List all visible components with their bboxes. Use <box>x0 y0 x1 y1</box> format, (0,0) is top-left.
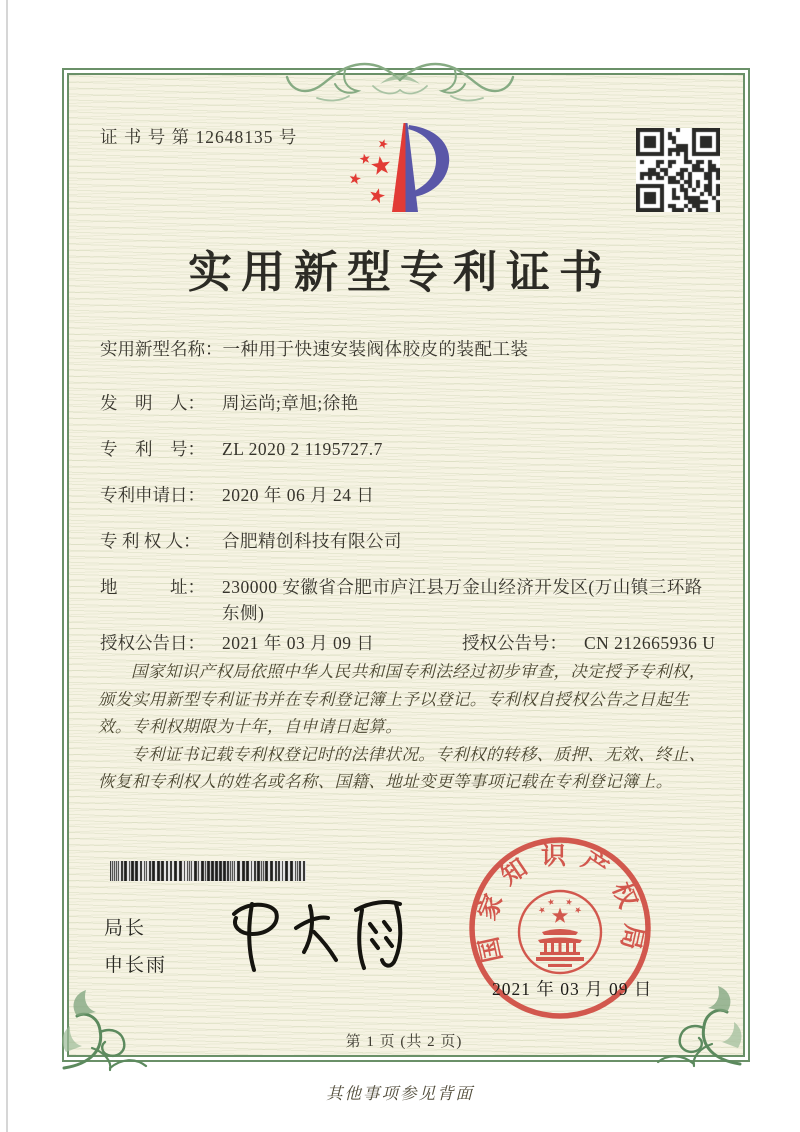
back-side-note: 其他事项参见背面 <box>326 1084 474 1103</box>
field-row-filing-date <box>100 482 710 508</box>
field-label: 专 利 号： <box>100 439 205 459</box>
legal-text-block <box>98 658 708 796</box>
cnipa-logo-icon <box>332 108 480 226</box>
field-value: 一种用于快速安装阀体胶皮的装配工装 <box>222 339 529 359</box>
shen-changyu-signature-icon <box>218 876 413 988</box>
bottom-left-flourish-ornament-icon <box>56 986 180 1072</box>
field-value: 2020 年 06 月 24 日 <box>222 485 375 505</box>
top-flourish-ornament-icon <box>283 46 517 110</box>
grant-date-value: 2021 年 03 月 09 日 <box>222 633 375 653</box>
field-label: 发 明 人： <box>100 393 205 413</box>
officer-name: 申长雨 <box>104 954 168 976</box>
seal-date: 2021 年 03 月 09 日 <box>492 979 653 999</box>
certificate-number: 证 书 号 第 12648135 号 <box>100 127 298 147</box>
qr-code <box>636 128 720 212</box>
field-label: 专 利 权 人： <box>100 531 201 551</box>
grant-date-label: 授权公告日： <box>100 633 205 653</box>
seal-ring-text: 国家知识产权局 <box>472 842 648 965</box>
page-number: 第 1 页 (共 2 页) <box>345 1034 463 1050</box>
field-row-name <box>100 336 710 362</box>
officer-title: 局长 <box>104 917 147 939</box>
field-row-grant <box>100 630 716 656</box>
field-row-patent-number <box>100 436 710 462</box>
scan-edge-shadow <box>6 0 8 1132</box>
field-label: 地 址： <box>100 577 205 597</box>
field-label: 实用新型名称： <box>100 339 223 359</box>
grant-number-label: 授权公告号： <box>462 633 567 653</box>
field-row-patentee <box>100 528 710 554</box>
field-value: ZL 2020 2 1195727.7 <box>222 439 383 459</box>
field-value: 周运尚;章旭;徐艳 <box>222 393 359 413</box>
field-value: 230000 安徽省合肥市庐江县万金山经济开发区(万山镇三环路东侧) <box>222 577 703 623</box>
certificate-title: 实用新型专利证书 <box>188 248 612 297</box>
field-row-address <box>100 574 710 626</box>
legal-paragraph-2: 专利证书记载专利权登记时的法律状况。专利权的转移、质押、无效、终止、恢复和专利权人的姓名或名称、国籍、地址变更等事项记载在专利登记簿上。 <box>98 744 706 791</box>
field-label: 专利申请日： <box>100 485 205 505</box>
legal-paragraph-1: 国家知识产权局依照中华人民共和国专利法经过初步审查，决定授予专利权，颁发实用新型专利证书并在专利登记簿上予以登记。专利权自授权公告之日起生效。专利权期限为十年，自申请日起算。 <box>98 662 706 736</box>
field-value: 合肥精创科技有限公司 <box>222 531 402 551</box>
field-row-inventor <box>100 390 710 416</box>
grant-number-value: CN 212665936 U <box>584 633 716 653</box>
